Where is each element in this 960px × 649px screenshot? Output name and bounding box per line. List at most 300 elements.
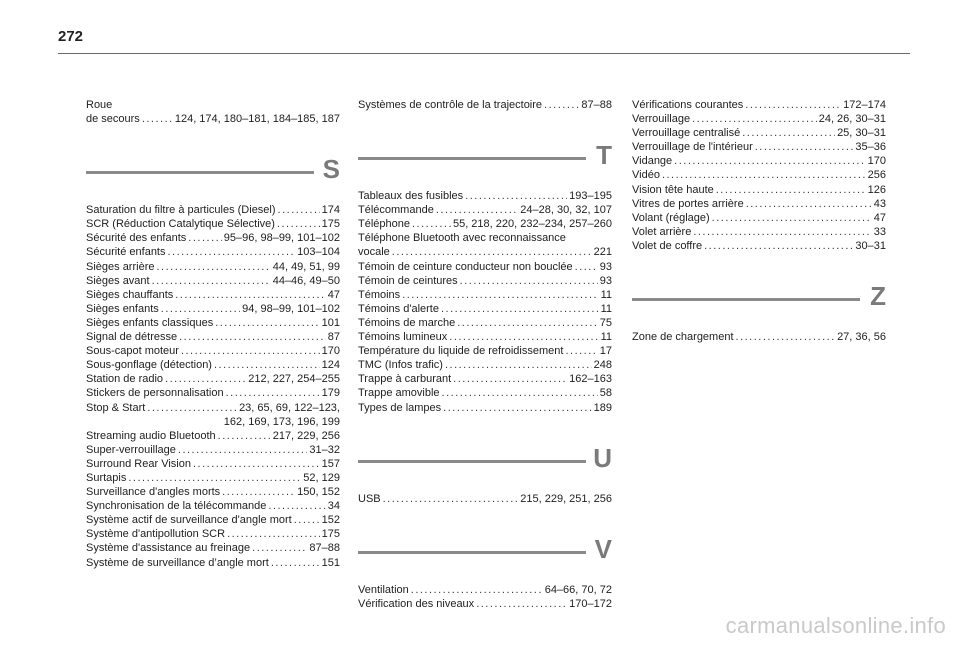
dot-leader (152, 274, 271, 288)
index-entry (358, 245, 612, 259)
dot-leader (544, 98, 579, 112)
index-page-refs: 170 (321, 345, 340, 358)
index-term: Types de lampes (358, 401, 442, 414)
dot-leader (693, 225, 871, 239)
dot-leader (443, 401, 591, 415)
index-page-refs: 162–163 (569, 373, 612, 386)
index-term: Température du liquide de refroidissement (358, 345, 564, 358)
index-entry (86, 98, 340, 112)
index-entry (86, 217, 340, 231)
section-letter-heading: Z (870, 281, 886, 312)
index-term: Vidange (632, 155, 673, 168)
index-term: Vitres de portes arrière (632, 197, 744, 210)
index-term: de secours (86, 113, 140, 126)
index-entry (86, 203, 340, 217)
index-term: Zone de chargement (632, 331, 734, 344)
index-page-refs: 93 (599, 260, 612, 273)
index-entry-line (86, 344, 340, 358)
index-entry (358, 274, 612, 288)
index-entry-line (86, 471, 340, 485)
index-page-refs: 215, 229, 251, 256 (520, 492, 612, 505)
index-page-refs: 11 (600, 288, 612, 301)
index-entry-line (86, 217, 340, 231)
index-page-refs: 55, 218, 220, 232–234, 257–260 (452, 218, 612, 231)
index-entry-line (86, 513, 340, 527)
dot-leader (156, 260, 270, 274)
index-entry-line (86, 274, 340, 288)
index-term: Verrouillage de l'intérieur (632, 141, 753, 154)
index-entry-line (632, 154, 886, 168)
index-term: Sièges enfants classiques (86, 316, 214, 329)
dot-leader (476, 597, 567, 611)
index-entry-line (358, 492, 612, 506)
dot-leader (271, 556, 320, 570)
dot-leader (178, 443, 308, 457)
index-page-refs: 75 (599, 316, 612, 329)
index-entry (358, 358, 612, 372)
index-term: Super-verrouillage (86, 443, 176, 456)
dot-leader (412, 217, 451, 231)
index-entry (632, 168, 886, 182)
index-page-refs: 87–88 (581, 99, 612, 111)
dot-leader (742, 126, 835, 140)
dot-leader (222, 485, 295, 499)
index-term: Sous-capot moteur (86, 345, 179, 358)
index-page-refs-continued: 162, 169, 173, 196, 199 (223, 415, 340, 428)
dot-leader (716, 183, 866, 197)
index-term: Témoins (358, 288, 401, 301)
index-entry (632, 98, 886, 112)
index-entry (86, 401, 340, 429)
index-term: Surtapis (86, 471, 127, 484)
index-entry (358, 288, 612, 302)
index-entry (86, 429, 340, 443)
dot-leader (436, 203, 518, 217)
index-entry (86, 344, 340, 358)
index-entry-line (86, 443, 340, 457)
index-entry (632, 126, 886, 140)
page-number: 272 (58, 28, 84, 45)
dot-leader (392, 245, 592, 259)
index-entry (358, 583, 612, 597)
index-entry-line (358, 583, 612, 597)
index-entry-line (86, 260, 340, 274)
index-entry-line (358, 316, 612, 330)
index-entry-line (86, 401, 340, 415)
dot-leader (161, 302, 240, 316)
dot-leader (662, 168, 866, 182)
index-entry-line (358, 217, 612, 231)
index-page-refs: 103–104 (297, 246, 340, 259)
index-term: Système d'antipollution SCR (86, 528, 226, 541)
index-term: Signal de détresse (86, 331, 178, 344)
index-term: Saturation du filtre à particules (Diesel) (86, 204, 276, 217)
index-page-refs: 27, 36, 56 (837, 331, 886, 344)
index-page-refs: 24, 26, 30–31 (818, 113, 886, 126)
index-page-refs: 34 (327, 500, 340, 513)
index-term: Station de radio (86, 373, 164, 386)
index-page-refs: 174 (321, 204, 340, 217)
index-page-refs: 193–195 (569, 190, 612, 203)
section-divider (358, 157, 586, 160)
index-entry-line (358, 302, 612, 316)
index-page-refs: 17 (599, 345, 612, 358)
index-term: Système actif de surveillance d'angle mort (86, 514, 292, 527)
index-entry (632, 140, 886, 154)
index-page-refs: 189 (593, 401, 612, 414)
dot-leader (442, 386, 598, 400)
index-entry-line (86, 316, 340, 330)
section-letter-heading: T (596, 140, 612, 171)
index-entry (86, 372, 340, 386)
index-entry (632, 183, 886, 197)
index-entry (86, 471, 340, 485)
index-page-refs: 175 (321, 528, 340, 541)
index-entry-line (632, 140, 886, 154)
index-page-refs: 11 (600, 331, 612, 344)
index-entry (86, 231, 340, 245)
index-term: Trappe amovible (358, 387, 440, 400)
index-page-refs: 87 (327, 331, 340, 344)
index-page-refs: 43 (873, 197, 886, 210)
index-column-3 (632, 98, 886, 344)
index-term: Télécommande (358, 204, 434, 217)
header-divider (58, 53, 910, 54)
index-page-refs: 172–174 (843, 99, 886, 111)
index-entry-line (632, 183, 886, 197)
index-entry (86, 386, 340, 400)
dot-leader (128, 471, 301, 485)
index-entry-line (632, 168, 886, 182)
index-page-refs: 94, 98–99, 101–102 (242, 302, 340, 315)
index-entry-line (86, 429, 340, 443)
index-entry (358, 386, 612, 400)
index-page-refs: 30–31 (855, 239, 886, 252)
index-term: Volet de coffre (632, 239, 703, 252)
index-entry-line (86, 527, 340, 541)
section-letter-heading: U (593, 442, 612, 473)
index-entry (632, 330, 886, 344)
index-entry (86, 527, 340, 541)
index-entry-line (358, 98, 612, 112)
index-entry (358, 203, 612, 217)
index-entry-line (358, 189, 612, 203)
dot-leader (168, 245, 296, 259)
index-entry-line (358, 274, 612, 288)
index-page-refs: 33 (873, 225, 886, 238)
letter-section-v (358, 532, 612, 580)
watermark: carmanualsonline.info (725, 613, 946, 638)
index-page-refs: 126 (867, 183, 886, 196)
index-entry-line (358, 344, 612, 358)
index-entry (358, 260, 612, 274)
index-term: Témoins lumineux (358, 331, 448, 344)
dot-leader (268, 499, 325, 513)
index-page-refs: 44, 49, 51, 99 (272, 260, 340, 273)
index-page-refs: 157 (321, 457, 340, 470)
dot-leader (449, 330, 598, 344)
index-entry-line (86, 330, 340, 344)
index-entry (358, 98, 612, 112)
index-entry-line (358, 597, 612, 611)
index-page-refs: 35–36 (855, 141, 886, 154)
index-entry-line (632, 211, 886, 225)
dot-leader (218, 429, 271, 443)
index-page-refs: 217, 229, 256 (272, 429, 340, 442)
index-entry (358, 401, 612, 415)
dot-leader (465, 189, 567, 203)
index-term: Sous-gonflage (détection) (86, 359, 212, 372)
dot-leader (188, 231, 221, 245)
index-entry (86, 260, 340, 274)
section-letter-heading: S (322, 154, 340, 185)
index-entry-line (86, 203, 340, 217)
letter-section-s (86, 152, 340, 200)
index-entry-line (632, 197, 886, 211)
index-entry-line (358, 372, 612, 386)
index-page-refs: 179 (321, 387, 340, 400)
index-entry (358, 231, 612, 245)
index-entry-line (358, 401, 612, 415)
index-entry (632, 112, 886, 126)
index-entry (358, 217, 612, 231)
index-term: Système d'assistance au freinage (86, 542, 251, 555)
index-term: Verrouillage (632, 113, 691, 126)
index-entry (86, 288, 340, 302)
dot-leader (278, 203, 320, 217)
index-entry-line (86, 288, 340, 302)
index-entry-line (358, 358, 612, 372)
dot-leader (252, 541, 307, 555)
index-entry-line (358, 245, 612, 259)
index-entry (86, 330, 340, 344)
letter-section-t (358, 138, 612, 186)
index-entry (86, 457, 340, 471)
index-entry (86, 358, 340, 372)
index-entry (86, 302, 340, 316)
dot-leader (746, 197, 872, 211)
dot-leader (142, 112, 173, 126)
dot-leader (445, 358, 592, 372)
index-entry (358, 302, 612, 316)
letter-section-u (358, 441, 612, 489)
dot-leader (453, 372, 567, 386)
index-entry (632, 154, 886, 168)
dot-leader (674, 154, 865, 168)
index-entry (358, 330, 612, 344)
index-page-refs: 31–32 (309, 443, 340, 456)
section-letter-heading: V (594, 533, 612, 564)
section-divider (358, 551, 586, 554)
index-page-refs: 152 (321, 514, 340, 527)
index-entry-line (632, 330, 886, 344)
index-term: Streaming audio Bluetooth (86, 429, 216, 442)
dot-leader (175, 288, 326, 302)
index-page-refs: 101 (321, 316, 340, 329)
index-term: Stickers de personnalisation (86, 387, 224, 400)
index-entry-text: Roue (86, 99, 113, 111)
index-entry (632, 239, 886, 253)
section-divider (86, 171, 314, 174)
index-entry-line (358, 203, 612, 217)
index-term: Sièges enfants (86, 302, 159, 315)
index-page-refs: 64–66, 70, 72 (544, 583, 612, 596)
index-entry (358, 316, 612, 330)
dot-leader (457, 316, 598, 330)
index-term: Stop & Start (86, 401, 146, 414)
index-entry (358, 597, 612, 611)
dot-leader (704, 239, 853, 253)
index-page-refs: 87–88 (309, 542, 340, 555)
dot-leader (226, 386, 320, 400)
index-entry (86, 485, 340, 499)
index-entry (358, 492, 612, 506)
index-entry (632, 197, 886, 211)
index-entry-line (86, 386, 340, 400)
index-entry (358, 372, 612, 386)
index-term: Sécurité des enfants (86, 232, 187, 245)
index-page-refs: 93 (599, 274, 612, 287)
index-term: Sécurité enfants (86, 246, 166, 259)
index-term: USB (358, 492, 381, 505)
index-term: Systèmes de contrôle de la trajectoire (358, 99, 543, 111)
dot-leader (411, 583, 543, 597)
index-entry-line (86, 499, 340, 513)
index-entry-line (86, 457, 340, 471)
index-entry-text: Téléphone Bluetooth avec reconnaissance (358, 232, 566, 245)
index-page-refs: 248 (593, 359, 612, 372)
index-entry (632, 211, 886, 225)
index-page-refs: 23, 65, 69, 122–123, (239, 401, 340, 414)
index-term: Témoin de ceintures (358, 274, 458, 287)
dot-leader (181, 344, 320, 358)
index-page-refs: 124, 174, 180–181, 184–185, 187 (174, 113, 340, 126)
index-entry (86, 443, 340, 457)
index-page-refs: 170 (867, 155, 886, 168)
index-page-refs: 24–28, 30, 32, 107 (520, 204, 612, 217)
index-page-refs: 47 (327, 288, 340, 301)
index-page-refs: 151 (321, 556, 340, 569)
index-term: Sièges arrière (86, 260, 155, 273)
section-divider (358, 460, 586, 463)
index-page-refs: 170–172 (569, 597, 612, 610)
dot-leader (277, 217, 320, 231)
index-entry (86, 513, 340, 527)
dot-leader (179, 330, 326, 344)
dot-leader (193, 457, 320, 471)
index-term: Témoins de marche (358, 316, 456, 329)
index-page-refs: 11 (600, 302, 612, 315)
index-entry (632, 225, 886, 239)
index-term: Verrouillage centralisé (632, 127, 741, 140)
dot-leader (565, 344, 597, 358)
index-entry (86, 274, 340, 288)
dot-leader (294, 513, 320, 527)
index-term: Synchronisation de la télécommande (86, 500, 267, 513)
dot-leader (736, 330, 836, 344)
index-entry-line (358, 288, 612, 302)
index-term: Vision tête haute (632, 183, 714, 196)
index-entry-line (632, 112, 886, 126)
index-entry-line (86, 556, 340, 570)
index-term: SCR (Réduction Catalytique Sélective) (86, 218, 275, 231)
index-entry-line (358, 386, 612, 400)
index-entry-line (632, 239, 886, 253)
dot-leader (165, 372, 246, 386)
section-divider (632, 298, 860, 301)
index-term: Vérification des niveaux (358, 597, 475, 610)
index-term: Vérifications courantes (632, 99, 744, 111)
index-term: Sièges avant (86, 274, 150, 287)
index-term: vocale (358, 246, 390, 259)
dot-leader (745, 98, 841, 112)
dot-leader (712, 211, 872, 225)
index-entry-line (86, 302, 340, 316)
index-term: Volant (réglage) (632, 211, 710, 224)
dot-leader (147, 401, 237, 415)
index-entry (86, 316, 340, 330)
index-term: Système de surveillance d’angle mort (86, 556, 269, 569)
index-page-refs: 256 (867, 169, 886, 182)
index-entry (358, 344, 612, 358)
dot-leader (227, 527, 320, 541)
index-entry-line (86, 372, 340, 386)
index-page-refs: 25, 30–31 (837, 127, 886, 140)
dot-leader (441, 302, 599, 316)
index-term: Sièges chauffants (86, 288, 174, 301)
index-term: Vidéo (632, 169, 660, 182)
index-term: Tableaux des fusibles (358, 190, 464, 203)
index-page-refs: 221 (593, 246, 612, 259)
index-column-1 (86, 98, 340, 570)
index-column-2 (358, 98, 612, 611)
dot-leader (755, 140, 854, 154)
index-term: Trappe à carburant (358, 373, 452, 386)
index-term: Surround Rear Vision (86, 457, 191, 470)
index-page-refs: 150, 152 (297, 486, 340, 499)
index-page-refs: 44–46, 49–50 (272, 274, 340, 287)
index-entry (86, 499, 340, 513)
dot-leader (214, 358, 320, 372)
index-term: Téléphone (358, 218, 410, 231)
index-term: Témoins d'alerte (358, 302, 439, 315)
index-entry-line (358, 330, 612, 344)
index-entry-line (632, 126, 886, 140)
index-entry-line (86, 245, 340, 259)
dot-leader (692, 112, 817, 126)
index-page-refs: 95–96, 98–99, 101–102 (223, 232, 340, 245)
index-entry (86, 556, 340, 570)
index-entry-line (86, 358, 340, 372)
index-page-refs: 58 (599, 387, 612, 400)
index-entry-line (358, 260, 612, 274)
index-entry-line (86, 231, 340, 245)
dot-leader (215, 316, 319, 330)
index-entry-line (632, 225, 886, 239)
index-page-refs: 175 (321, 218, 340, 231)
index-page-refs: 52, 129 (303, 471, 340, 484)
index-page-refs: 212, 227, 254–255 (248, 373, 340, 386)
index-page-refs: 124 (321, 359, 340, 372)
dot-leader (402, 288, 598, 302)
dot-leader (383, 492, 519, 506)
dot-leader (575, 260, 598, 274)
index-term: Surveillance d'angles morts (86, 486, 221, 499)
index-entry (358, 189, 612, 203)
index-term: Volet arrière (632, 225, 692, 238)
index-term: Témoin de ceinture conducteur non bouclée (358, 260, 573, 273)
index-entry-line (632, 98, 886, 112)
